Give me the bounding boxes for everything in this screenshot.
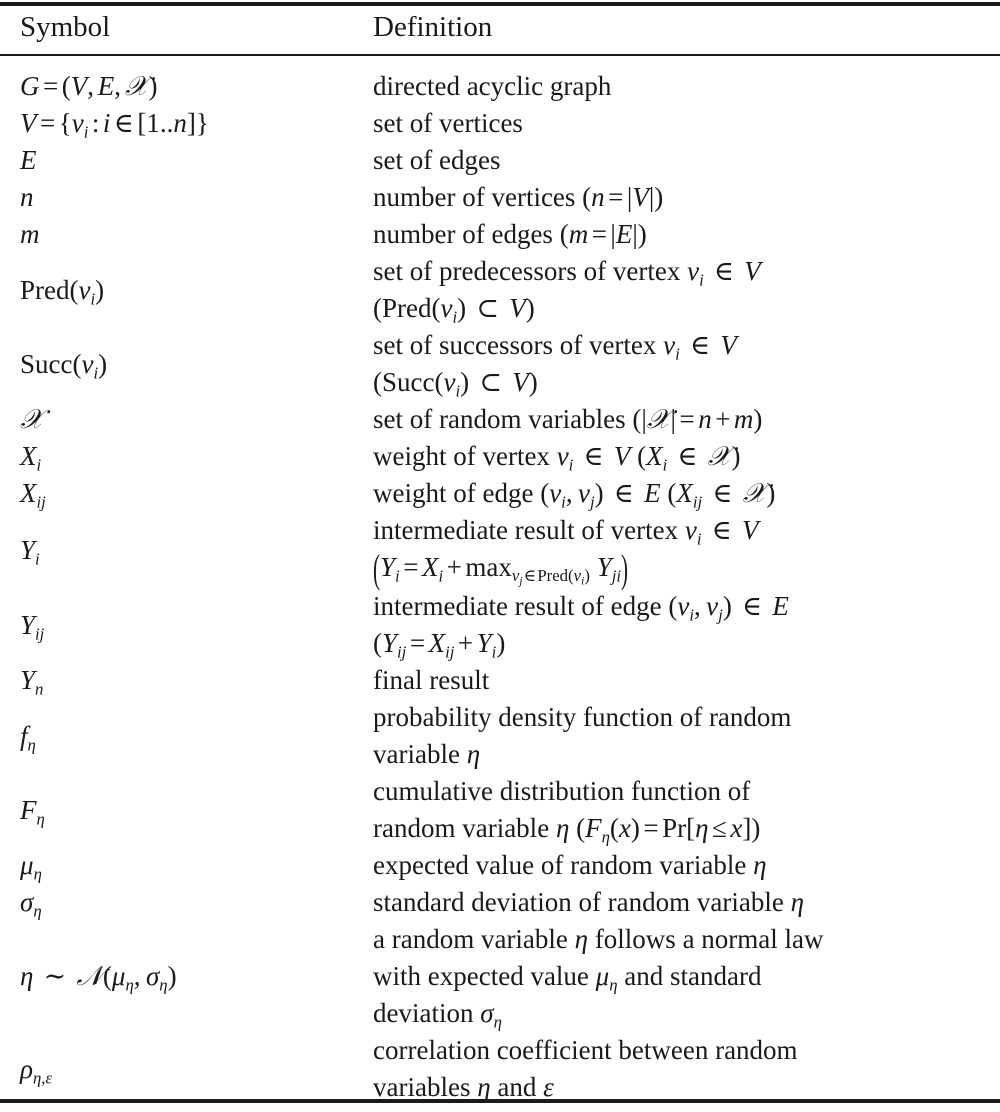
- row-symbol: $Y_n$: [20, 665, 44, 699]
- row-definition: weight of vertex $v_i$ ∈ V ($X_i$ ∈ 𝒳): [373, 441, 741, 475]
- row-symbol: $Pred(v_i)$: [20, 274, 105, 308]
- row-symbol: $Y_{ij}$: [20, 609, 45, 643]
- row-definition: set of vertices: [373, 108, 523, 138]
- table-row: [0, 401, 1000, 438]
- row-symbol: $X_i$: [20, 441, 42, 475]
- row-definition: a random variable η follows a normal law with expected value $\mu_\eta$ and standard deviation $\sigma_\eta$: [373, 924, 824, 1032]
- column-header-symbol: Symbol: [20, 11, 111, 43]
- row-symbol: $f_\eta$: [20, 720, 36, 754]
- row-definition: set of random variables (|𝒳| = n + m): [373, 404, 763, 435]
- table-row: [0, 142, 1000, 179]
- row-definition: number of edges (m = |E|): [373, 219, 647, 249]
- row-definition: probability density function of random variable η: [373, 702, 792, 769]
- row-symbol: $F_\eta$: [20, 794, 45, 828]
- row-definition: set of predecessors of vertex $v_i$ ∈ V ($Pred(v_i)$ ⊂ V): [373, 256, 761, 327]
- row-definition: intermediate result of edge ($v_i$, $v_j$) ∈ E $(Y_{ij} = X_{ij} + Y_i)$: [373, 591, 789, 662]
- table-body: [0, 56, 1000, 1106]
- table-row: [0, 105, 1000, 142]
- table-row: [0, 253, 1000, 327]
- table-row: [0, 56, 1000, 105]
- table-row: [0, 662, 1000, 699]
- row-definition: intermediate result of vertex $v_i$ ∈ V $(Y_i = X_i + \max_{v_j\in Pred(v_i)} Y_{ji})$: [373, 515, 759, 591]
- notation-table: [0, 6, 1000, 1106]
- row-symbol: $\rho_{\eta,\varepsilon}$: [20, 1053, 53, 1087]
- table-header-row: [0, 6, 1000, 56]
- table-row: [0, 699, 1000, 773]
- row-definition: cumulative distribution function of random variable η $(F_\eta(x) = Pr[\eta \le x])$: [373, 776, 761, 847]
- row-symbol: $X_{ij}$: [20, 478, 46, 512]
- row-definition: expected value of random variable η: [373, 850, 767, 880]
- table-row: [0, 179, 1000, 216]
- row-symbol: G = (V, E, 𝒳): [20, 71, 158, 102]
- row-definition: weight of edge ($v_i$, $v_j$) ∈ E ($X_{ij}$ ∈ 𝒳): [373, 478, 776, 512]
- row-definition: set of edges: [373, 145, 501, 175]
- table-row: [0, 847, 1000, 884]
- row-definition: correlation coefficient between random variables η and ε: [373, 1035, 798, 1102]
- row-definition: set of successors of vertex $v_i$ ∈ V ($Succ(v_i)$ ⊂ V): [373, 330, 737, 401]
- table-row: [0, 438, 1000, 475]
- row-symbol: m: [20, 219, 40, 249]
- column-header-definition: Definition: [373, 11, 493, 43]
- row-symbol: E: [20, 145, 37, 175]
- row-symbol: n: [20, 182, 34, 212]
- table-row: [0, 588, 1000, 662]
- row-symbol: $\mu_\eta$: [20, 850, 42, 884]
- row-definition: directed acyclic graph: [373, 71, 612, 101]
- row-definition: final result: [373, 665, 490, 695]
- table-row: [0, 216, 1000, 253]
- row-symbol: 𝒳: [20, 404, 44, 435]
- row-definition: number of vertices (n = |V|): [373, 182, 664, 212]
- row-symbol: $V = \{v_i$ : i ∈ [1..n]}: [20, 108, 209, 142]
- row-symbol: $\sigma_\eta$: [20, 887, 42, 921]
- table-row: [0, 921, 1000, 1032]
- table-row: [0, 773, 1000, 847]
- row-symbol: η ∼ $𝒩(\mu_\eta$, $\sigma_\eta$): [20, 961, 177, 995]
- row-definition: standard deviation of random variable η: [373, 887, 805, 917]
- row-symbol: $Succ(v_i)$: [20, 348, 108, 382]
- table-row: [0, 1032, 1000, 1106]
- table-row: [0, 327, 1000, 401]
- table-row: [0, 512, 1000, 588]
- table-row: [0, 475, 1000, 512]
- table-row: [0, 884, 1000, 921]
- table-header: [0, 6, 1000, 56]
- row-symbol: $Y_i$: [20, 534, 40, 568]
